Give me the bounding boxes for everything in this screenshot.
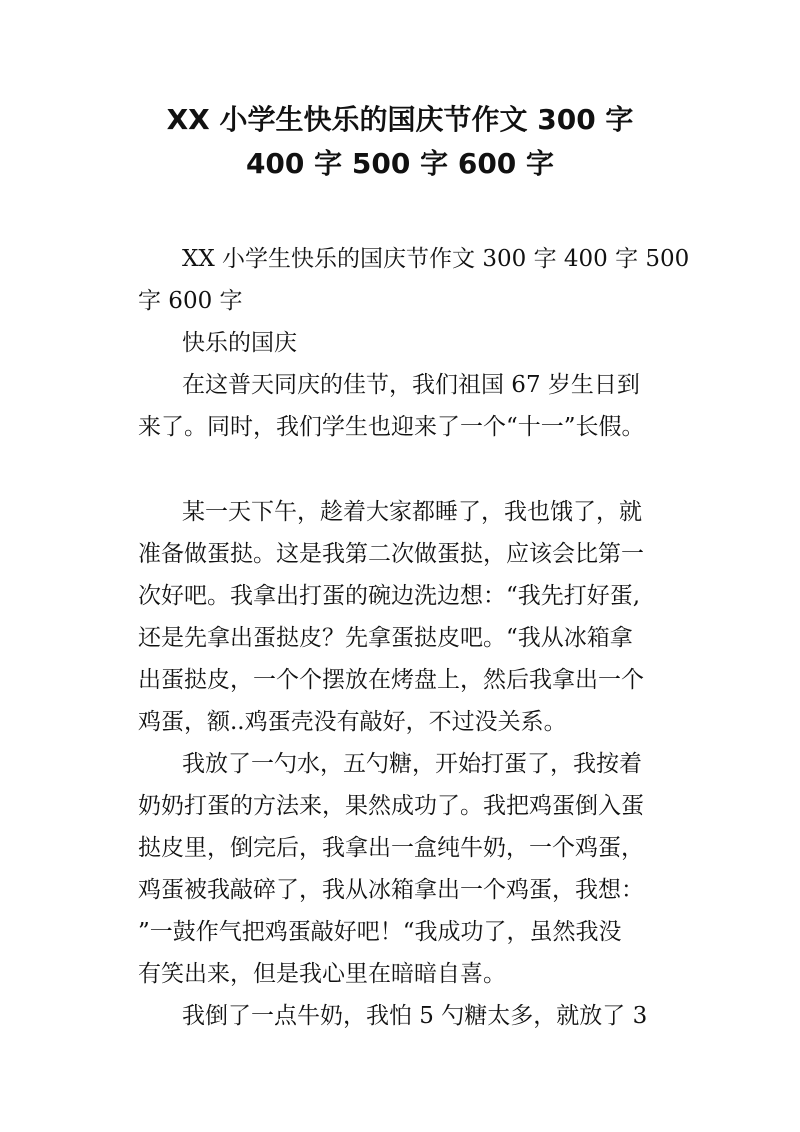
subtitle-line: 快乐的国庆 — [182, 330, 297, 356]
paragraph-line: 挞皮里，倒完后，我拿出一盒纯牛奶，一个鸡蛋， — [138, 835, 644, 861]
paragraph-line: 我倒了一点牛奶，我怕 5 勺糖太多，就放了 3 — [182, 1003, 648, 1029]
paragraph-line: 某一天下午，趁着大家都睡了，我也饿了，就 — [182, 499, 642, 525]
paragraph-line: 鸡蛋被我敲碎了，我从冰箱拿出一个鸡蛋，我想： — [138, 877, 644, 903]
paragraph-line: 次好吧。我拿出打蛋的碗边洗边想：“我先打好蛋, — [138, 583, 641, 609]
paragraph-line: 奶奶打蛋的方法来，果然成功了。我把鸡蛋倒入蛋 — [138, 793, 644, 819]
paragraph-line: 我放了一勺水，五勺糖，开始打蛋了，我按着 — [182, 751, 642, 777]
paragraph-line: 还是先拿出蛋挞皮？先拿蛋挞皮吧。“我从冰箱拿 — [138, 625, 633, 651]
paragraph-line: XX 小学生快乐的国庆节作文 300 字 400 字 500 — [182, 246, 690, 272]
paragraph-line: 出蛋挞皮，一个个摆放在烤盘上，然后我拿出一个 — [138, 667, 644, 693]
paragraph-line: 字 600 字 — [138, 288, 243, 314]
document-title-line-1: XX 小学生快乐的国庆节作文 300 字 — [166, 103, 634, 136]
paragraph-line: 在这普天同庆的佳节，我们祖国 67 岁生日到 — [182, 372, 640, 398]
document-title-line-2: 400 字 500 字 600 字 — [245, 147, 555, 180]
paragraph-line: 有笑出来，但是我心里在暗暗自喜。 — [138, 961, 506, 987]
paragraph-line: ”一鼓作气把鸡蛋敲好吧！“我成功了，虽然我没 — [138, 919, 622, 945]
paragraph-line: 鸡蛋，额..鸡蛋壳没有敲好，不过没关系。 — [138, 709, 567, 735]
paragraph-line: 准备做蛋挞。这是我第二次做蛋挞，应该会比第一 — [138, 541, 644, 567]
paragraph-line: 来了。同时，我们学生也迎来了一个“十一”长假。 — [138, 414, 645, 440]
